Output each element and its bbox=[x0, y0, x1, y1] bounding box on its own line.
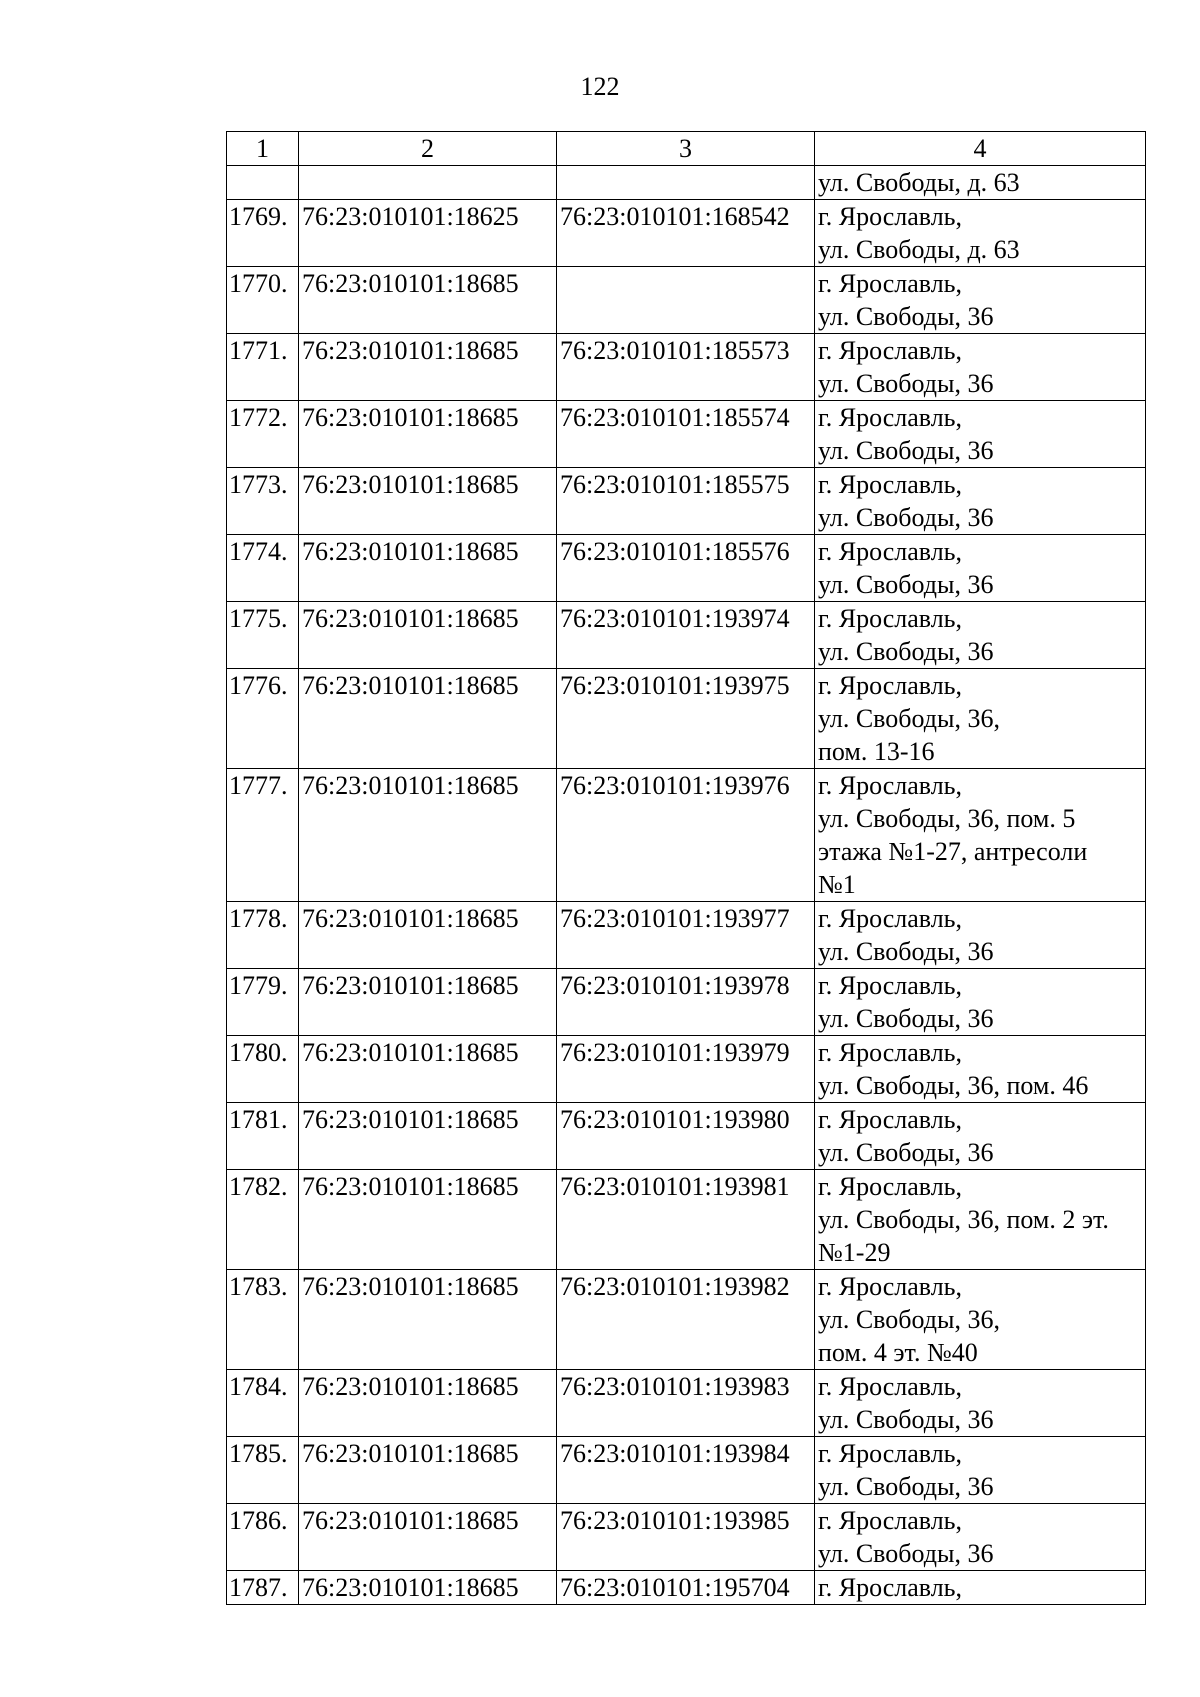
table-row bbox=[227, 401, 1146, 468]
page-number: 122 bbox=[580, 72, 620, 101]
row-number-cell: 1778. bbox=[227, 902, 299, 969]
object-cadastral-number-cell: 76:23:010101:168542 bbox=[557, 200, 815, 267]
row-number-cell: 1771. bbox=[227, 334, 299, 401]
header-row bbox=[227, 132, 1146, 166]
address-cell: г. Ярославль, ул. Свободы, 36, пом. 5 этажа №1-27, антресоли №1 bbox=[815, 769, 1146, 902]
table-row bbox=[227, 535, 1146, 602]
table-row bbox=[227, 1103, 1146, 1170]
address-cell: г. Ярославль, ул. Свободы, 36, пом. 46 bbox=[815, 1036, 1146, 1103]
row-number-cell: 1773. bbox=[227, 468, 299, 535]
address-cell: г. Ярославль, ул. Свободы, 36, пом. 13-16 bbox=[815, 669, 1146, 769]
cadastral-number-cell: 76:23:010101:18685 bbox=[299, 602, 557, 669]
row-number-cell: 1782. bbox=[227, 1170, 299, 1270]
table-row bbox=[227, 334, 1146, 401]
table-row bbox=[227, 200, 1146, 267]
object-cadastral-number-cell: 76:23:010101:193977 bbox=[557, 902, 815, 969]
row-number-cell: 1784. bbox=[227, 1370, 299, 1437]
row-number-cell: 1786. bbox=[227, 1504, 299, 1571]
table-header bbox=[227, 132, 1146, 166]
table-row bbox=[227, 1170, 1146, 1270]
address-cell: г. Ярославль, ул. Свободы, 36, пом. 2 эт. №1-29 bbox=[815, 1170, 1146, 1270]
cadastral-number-cell: 76:23:010101:18685 bbox=[299, 1504, 557, 1571]
object-cadastral-number-cell bbox=[557, 267, 815, 334]
cadastral-number-cell: 76:23:010101:18685 bbox=[299, 468, 557, 535]
header-cell-4: 4 bbox=[815, 132, 1146, 166]
row-number-cell: 1785. bbox=[227, 1437, 299, 1504]
table-row bbox=[227, 769, 1146, 902]
object-cadastral-number-cell bbox=[557, 166, 815, 200]
row-number-cell: 1769. bbox=[227, 200, 299, 267]
address-cell: г. Ярославль, ул. Свободы, 36, пом. 4 эт. №40 bbox=[815, 1270, 1146, 1370]
row-number-cell: 1780. bbox=[227, 1036, 299, 1103]
row-number-cell: 1779. bbox=[227, 969, 299, 1036]
address-cell: г. Ярославль, ул. Свободы, 36 bbox=[815, 468, 1146, 535]
row-number-cell: 1787. bbox=[227, 1571, 299, 1605]
table-body bbox=[227, 166, 1146, 1605]
cadastral-number-cell: 76:23:010101:18685 bbox=[299, 902, 557, 969]
address-cell: г. Ярославль, ул. Свободы, 36 bbox=[815, 969, 1146, 1036]
cadastral-number-cell: 76:23:010101:18685 bbox=[299, 669, 557, 769]
table-row bbox=[227, 969, 1146, 1036]
cadastral-number-cell bbox=[299, 166, 557, 200]
cadastral-number-cell: 76:23:010101:18685 bbox=[299, 1036, 557, 1103]
object-cadastral-number-cell: 76:23:010101:193982 bbox=[557, 1270, 815, 1370]
cadastral-number-cell: 76:23:010101:18685 bbox=[299, 1270, 557, 1370]
row-number-cell: 1775. bbox=[227, 602, 299, 669]
object-cadastral-number-cell: 76:23:010101:193976 bbox=[557, 769, 815, 902]
header-cell-3: 3 bbox=[557, 132, 815, 166]
table-row bbox=[227, 1370, 1146, 1437]
header-cell-2: 2 bbox=[299, 132, 557, 166]
table-row bbox=[227, 1504, 1146, 1571]
table-row bbox=[227, 1571, 1146, 1605]
cadastral-number-cell: 76:23:010101:18685 bbox=[299, 1370, 557, 1437]
row-number-cell: 1772. bbox=[227, 401, 299, 468]
row-number-cell: 1781. bbox=[227, 1103, 299, 1170]
table-row bbox=[227, 468, 1146, 535]
table-row bbox=[227, 602, 1146, 669]
object-cadastral-number-cell: 76:23:010101:193981 bbox=[557, 1170, 815, 1270]
header-cell-1: 1 bbox=[227, 132, 299, 166]
object-cadastral-number-cell: 76:23:010101:185573 bbox=[557, 334, 815, 401]
address-cell: г. Ярославль, ул. Свободы, д. 63 bbox=[815, 200, 1146, 267]
address-cell: г. Ярославль, ул. Свободы, 36 bbox=[815, 1103, 1146, 1170]
registry-table bbox=[226, 131, 1146, 1605]
row-number-cell: 1777. bbox=[227, 769, 299, 902]
object-cadastral-number-cell: 76:23:010101:185575 bbox=[557, 468, 815, 535]
cadastral-number-cell: 76:23:010101:18685 bbox=[299, 535, 557, 602]
object-cadastral-number-cell: 76:23:010101:193974 bbox=[557, 602, 815, 669]
object-cadastral-number-cell: 76:23:010101:193985 bbox=[557, 1504, 815, 1571]
table-row bbox=[227, 1437, 1146, 1504]
cadastral-number-cell: 76:23:010101:18685 bbox=[299, 1571, 557, 1605]
address-cell: г. Ярославль, ул. Свободы, 36 bbox=[815, 1504, 1146, 1571]
cadastral-number-cell: 76:23:010101:18685 bbox=[299, 401, 557, 468]
row-number-cell: 1774. bbox=[227, 535, 299, 602]
address-cell: г. Ярославль, ул. Свободы, 36 bbox=[815, 1370, 1146, 1437]
address-cell: г. Ярославль, ул. Свободы, 36 bbox=[815, 1437, 1146, 1504]
table-row bbox=[227, 902, 1146, 969]
cadastral-number-cell: 76:23:010101:18685 bbox=[299, 969, 557, 1036]
object-cadastral-number-cell: 76:23:010101:193978 bbox=[557, 969, 815, 1036]
table-row bbox=[227, 267, 1146, 334]
address-cell: г. Ярославль, ул. Свободы, 36 bbox=[815, 267, 1146, 334]
object-cadastral-number-cell: 76:23:010101:193984 bbox=[557, 1437, 815, 1504]
table-row bbox=[227, 1036, 1146, 1103]
table-row bbox=[227, 166, 1146, 200]
row-number-cell: 1783. bbox=[227, 1270, 299, 1370]
cadastral-number-cell: 76:23:010101:18625 bbox=[299, 200, 557, 267]
row-number-cell: 1770. bbox=[227, 267, 299, 334]
address-cell: г. Ярославль, ул. Свободы, 36 bbox=[815, 602, 1146, 669]
object-cadastral-number-cell: 76:23:010101:193979 bbox=[557, 1036, 815, 1103]
object-cadastral-number-cell: 76:23:010101:193975 bbox=[557, 669, 815, 769]
object-cadastral-number-cell: 76:23:010101:193980 bbox=[557, 1103, 815, 1170]
cadastral-number-cell: 76:23:010101:18685 bbox=[299, 769, 557, 902]
object-cadastral-number-cell: 76:23:010101:195704 bbox=[557, 1571, 815, 1605]
table-row bbox=[227, 1270, 1146, 1370]
cadastral-number-cell: 76:23:010101:18685 bbox=[299, 1437, 557, 1504]
address-cell: г. Ярославль, bbox=[815, 1571, 1146, 1605]
row-number-cell: 1776. bbox=[227, 669, 299, 769]
cadastral-number-cell: 76:23:010101:18685 bbox=[299, 1170, 557, 1270]
address-cell: г. Ярославль, ул. Свободы, 36 bbox=[815, 535, 1146, 602]
object-cadastral-number-cell: 76:23:010101:193983 bbox=[557, 1370, 815, 1437]
table-row bbox=[227, 669, 1146, 769]
cadastral-number-cell: 76:23:010101:18685 bbox=[299, 334, 557, 401]
address-cell: г. Ярославль, ул. Свободы, 36 bbox=[815, 334, 1146, 401]
address-cell: г. Ярославль, ул. Свободы, 36 bbox=[815, 401, 1146, 468]
cadastral-number-cell: 76:23:010101:18685 bbox=[299, 267, 557, 334]
object-cadastral-number-cell: 76:23:010101:185576 bbox=[557, 535, 815, 602]
address-cell: г. Ярославль, ул. Свободы, 36 bbox=[815, 902, 1146, 969]
object-cadastral-number-cell: 76:23:010101:185574 bbox=[557, 401, 815, 468]
address-cell: ул. Свободы, д. 63 bbox=[815, 166, 1146, 200]
row-number-cell bbox=[227, 166, 299, 200]
cadastral-number-cell: 76:23:010101:18685 bbox=[299, 1103, 557, 1170]
